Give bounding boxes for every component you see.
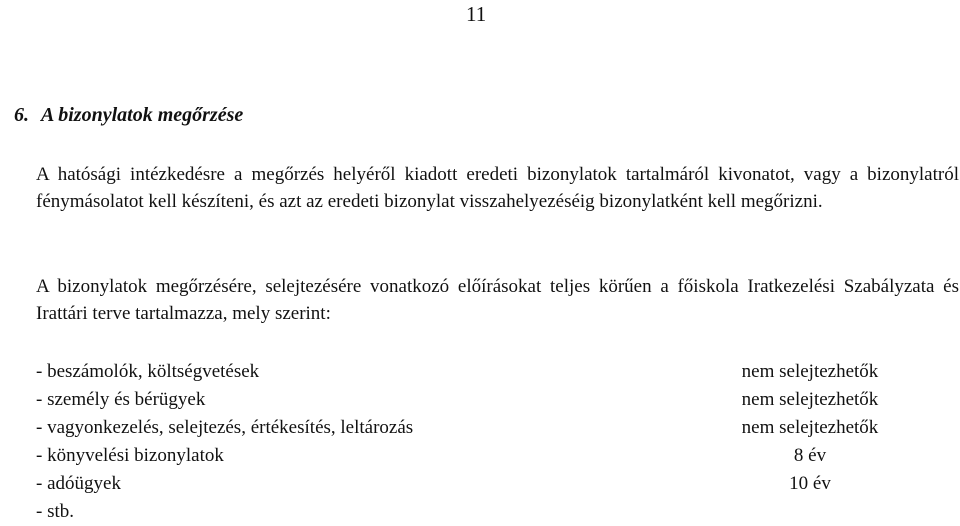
section-heading — [14, 104, 243, 127]
list-item-retention: 8 év — [793, 445, 827, 466]
list-item-retention: nem selejtezhetők — [741, 361, 879, 382]
list-item — [36, 414, 959, 442]
list-item — [36, 358, 959, 386]
list-item-retention: 10 év — [789, 473, 831, 494]
list-item-category: - stb. — [36, 501, 74, 522]
retention-list — [36, 358, 959, 526]
list-item-category: - könyvelési bizonylatok — [36, 445, 224, 466]
section-title: A bizonylatok megőrzése — [41, 104, 244, 126]
list-item-category: - beszámolók, költségvetések — [36, 361, 260, 382]
list-item-category: - személy és bérügyek — [36, 389, 206, 410]
list-item-retention: nem selejtezhetők — [741, 389, 879, 410]
page-number: 11 — [466, 2, 487, 26]
paragraph-copy-rules: A hatósági intézkedésre a megőrzés helyéről kiadott eredeti bizonylatok tartalmáról kivonatot, vagy a bizonylatról fénymásolatot kell készíteni, és azt az eredeti bizonylat visszahelyezéséig bizonylatként kell megőrizni. — [36, 164, 959, 212]
list-item — [36, 470, 959, 498]
list-item — [36, 498, 959, 526]
paragraph-retention-rules: A bizonylatok megőrzésére, selejtezésére vonatkozó előírásokat teljes körűen a főiskola Iratkezelési Szabályzata és Irattári terve tartalmazza, mely szerint: — [36, 276, 959, 324]
list-item-category: - adóügyek — [36, 473, 121, 494]
list-item — [36, 386, 959, 414]
list-item-category: - vagyonkezelés, selejtezés, értékesítés, leltározás — [36, 417, 414, 438]
list-item — [36, 442, 959, 470]
section-number: 6. — [14, 104, 29, 126]
list-item-retention: nem selejtezhetők — [741, 417, 879, 438]
